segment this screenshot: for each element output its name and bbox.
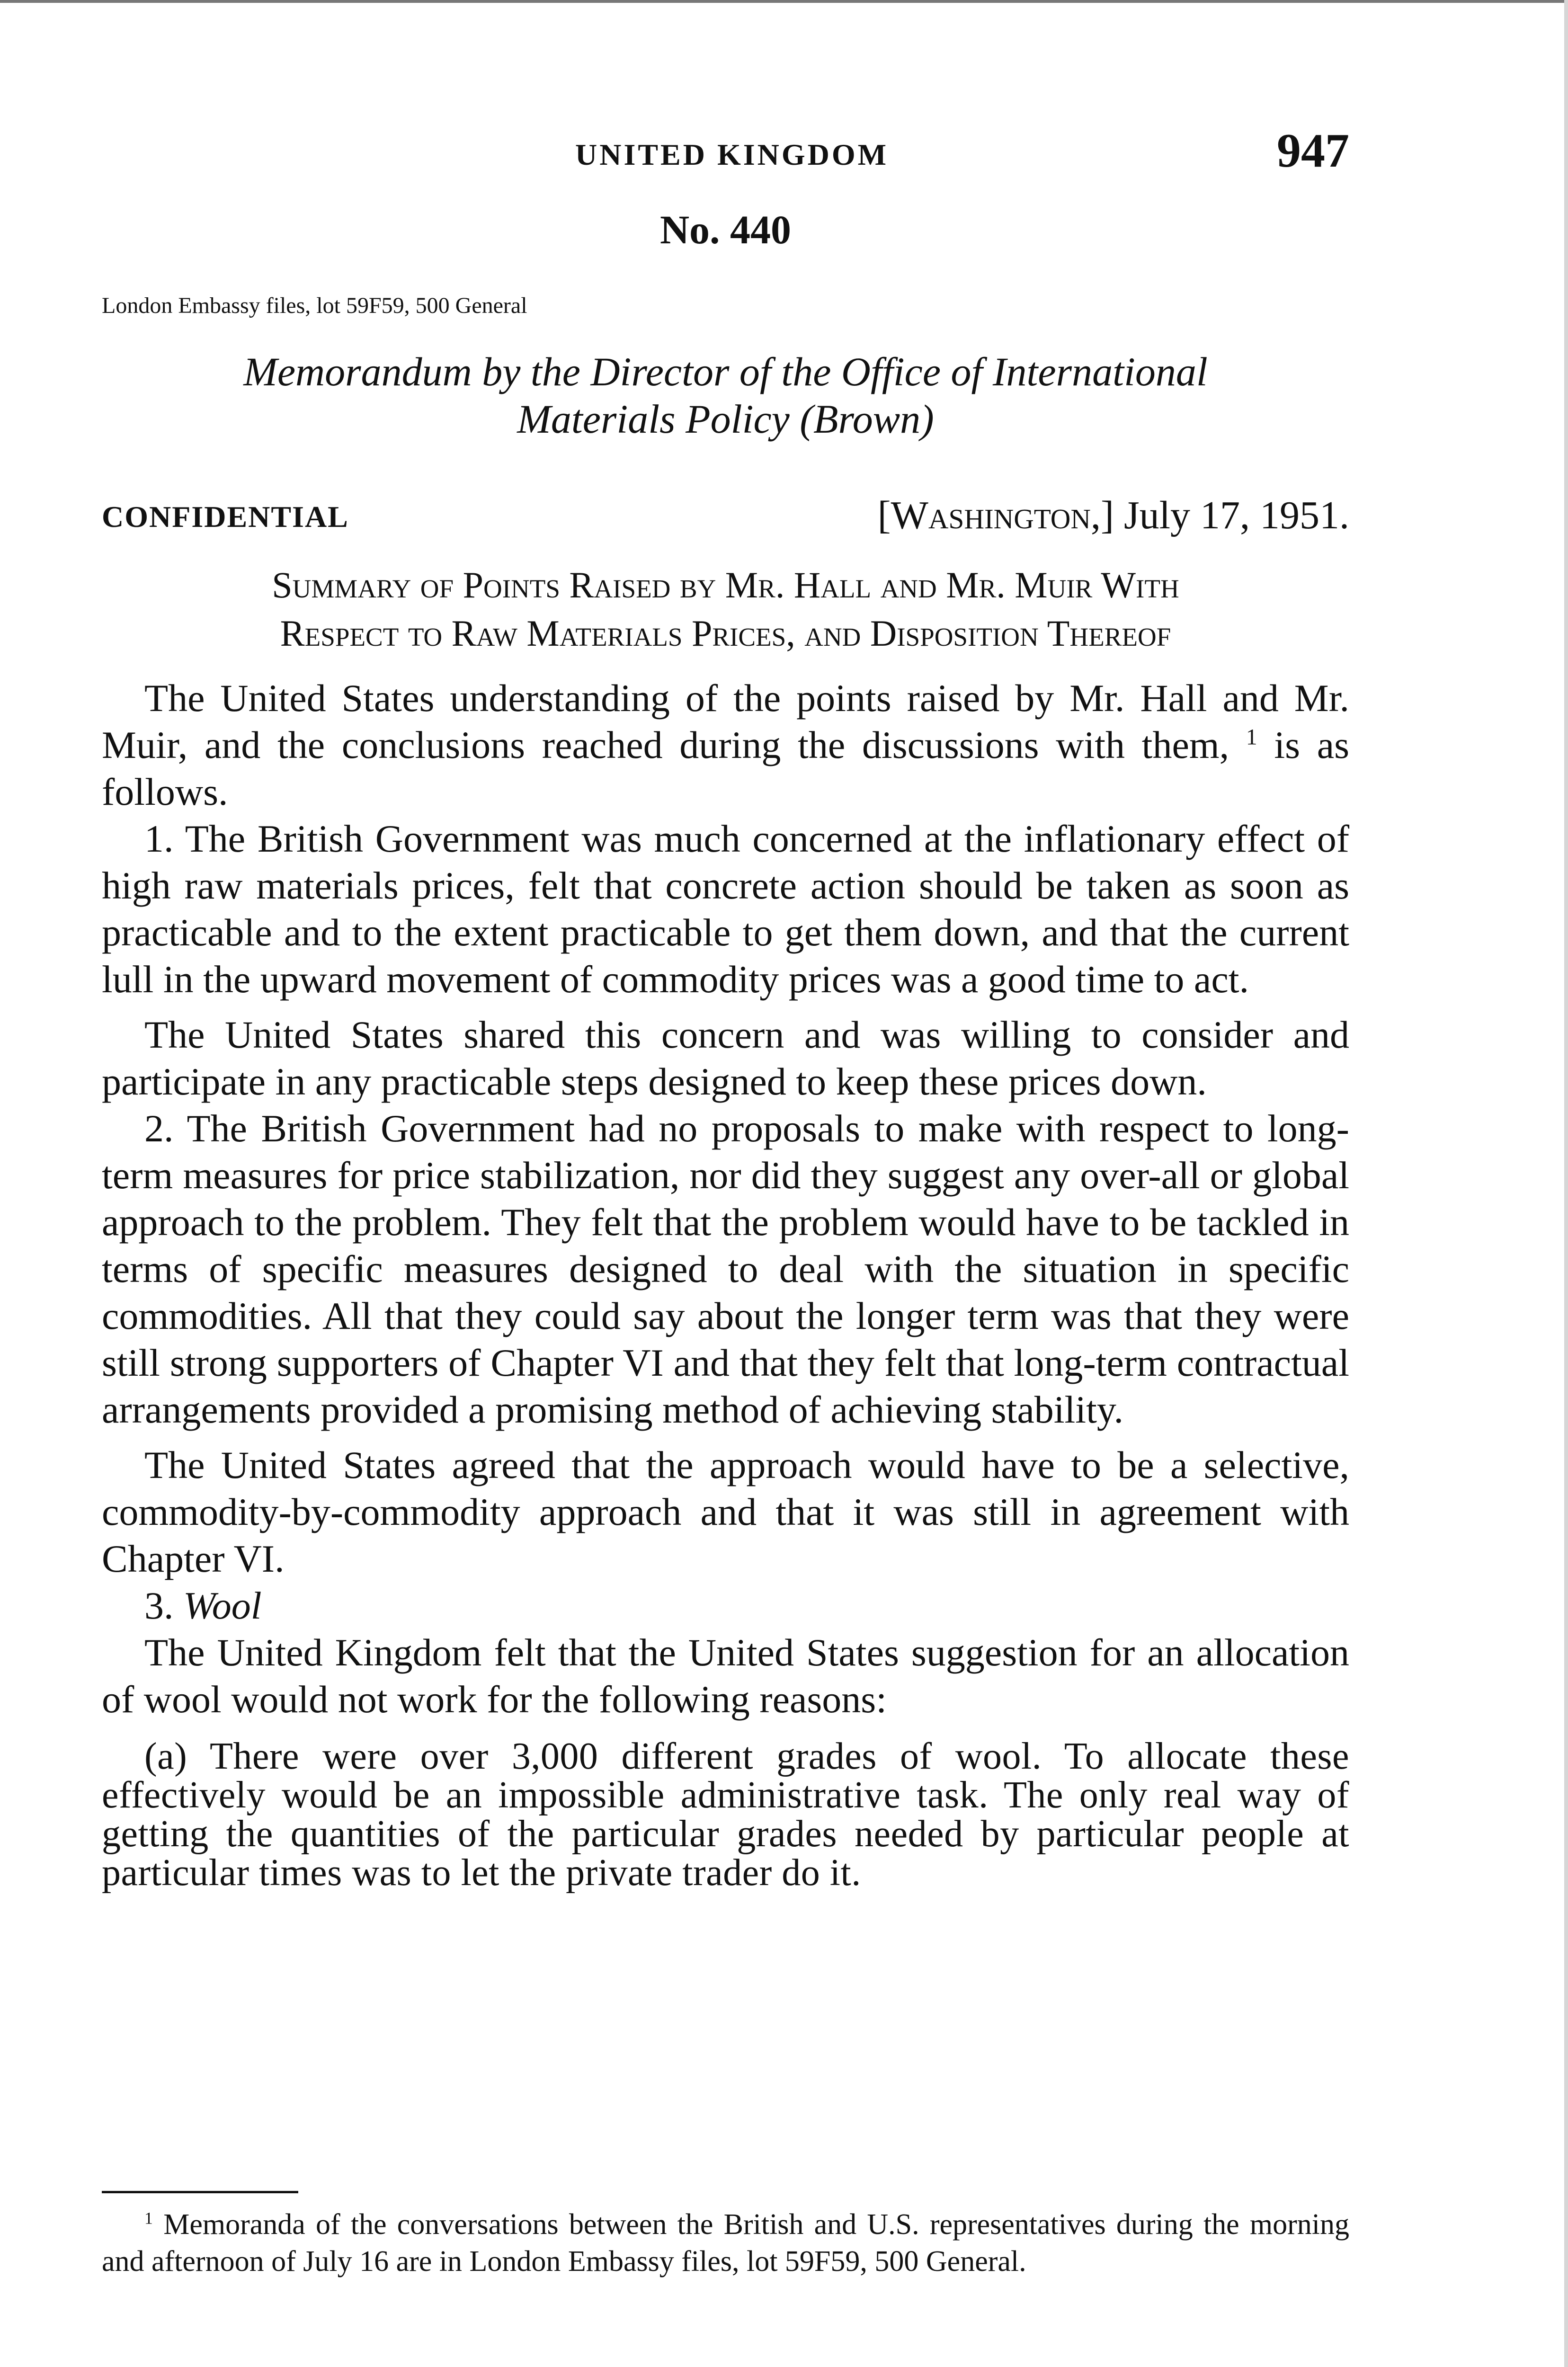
point-3-heading — [102, 1582, 1349, 1629]
summary-heading — [102, 561, 1349, 658]
footnote-reference: 1 — [1246, 725, 1257, 750]
point-3-title: Wool — [183, 1584, 262, 1627]
document-number: No. 440 — [659, 207, 792, 252]
running-title: UNITED KINGDOM — [575, 138, 889, 171]
dateline-date: July 17, 1951. — [1123, 493, 1349, 537]
summary-heading-line-1: Summary of Points Raised by Mr. Hall and Mr. Muir With — [272, 564, 1179, 605]
document-title-line-2: Materials Policy (Brown) — [517, 396, 934, 442]
intro-text: The United States understanding of the points raised by Mr. Hall and Mr. Muir, and the conclusions reached during the discussions with them, — [102, 676, 1349, 766]
document-title-line-1: Memorandum by the Director of the Office of International — [243, 349, 1208, 394]
page-number: 947 — [1277, 124, 1349, 178]
classification-label: CONFIDENTIAL — [102, 500, 349, 534]
running-head — [102, 124, 1349, 189]
point-1-response-paragraph: The United States shared this concern and was willing to consider and participate in any practicable steps designed to keep these prices down. — [102, 1013, 1349, 1103]
footnote — [102, 2206, 1349, 2280]
point-2-paragraph: 2. The British Government had no proposals to make with respect to long-term measures for price stabilization, nor did they suggest any over-all or global approach to the problem. They felt that the problem would have to be tackled in terms of specific measures designed to deal with the situation in specific commodities. All that they could say about the longer term was that they were still strong supporters of Chapter VI and that they felt that long-term contractual arrangements provided a promising method of achieving stability. — [102, 1107, 1349, 1431]
point-3-paragraph: The United Kingdom felt that the United States suggestion for an allocation of wool would not work for the following reasons: — [102, 1631, 1349, 1721]
dateline-place: [Washington,] — [877, 493, 1114, 537]
memorandum-body — [102, 675, 1349, 1892]
point-3-a-paragraph: (a) There were over 3,000 different grades of wool. To allocate these effectively would be an impossible administrative task. The only real way of getting the quantities of the particular grades needed by particular people at particular times was to let the private trader do it. — [102, 1735, 1349, 1894]
point-2-response-paragraph: The United States agreed that the approach would have to be a selective, commodity-by-commodity approach and that it was still in agreement with Chapter VI. — [102, 1443, 1349, 1580]
intro-text-end: is as follows. — [102, 723, 1349, 813]
intro-paragraph — [102, 675, 1349, 815]
point-3-number: 3. — [144, 1584, 174, 1627]
top-scan-edge — [0, 0, 1568, 3]
document-title — [102, 348, 1349, 443]
source-note: London Embassy files, lot 59F59, 500 General — [102, 293, 527, 318]
right-scan-edge — [1564, 0, 1568, 2367]
footnote-text: Memoranda of the conversations between the British and U.S. representatives during the morning and afternoon of July 16 are in London Embassy files, lot 59F59, 500 General. — [102, 2208, 1349, 2278]
dateline — [878, 492, 1349, 538]
footnote-divider — [102, 2191, 298, 2193]
summary-heading-line-2: Respect to Raw Materials Prices, and Disposition Thereof — [280, 613, 1171, 654]
footnote-marker: 1 — [144, 2208, 153, 2228]
point-1-paragraph: 1. The British Government was much concerned at the inflationary effect of high raw materials prices, felt that concrete action should be taken as soon as practicable and to the extent practicable to get them down, and that the current lull in the upward movement of commodity prices was a good time to act. — [102, 817, 1349, 1001]
